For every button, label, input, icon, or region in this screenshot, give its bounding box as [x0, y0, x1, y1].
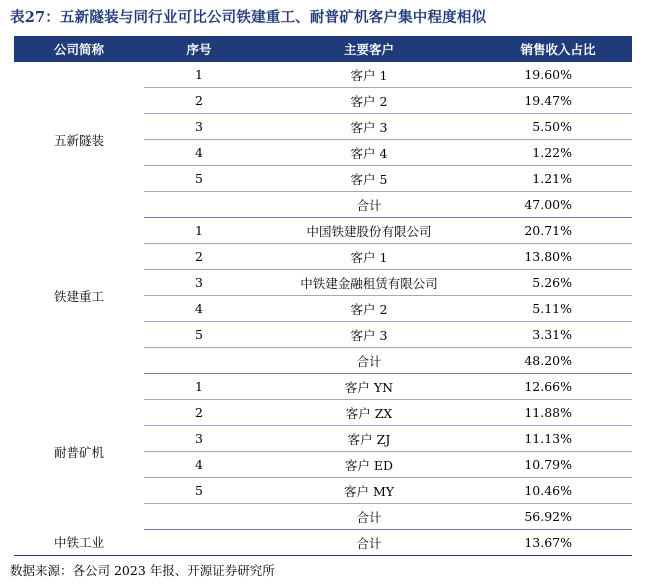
row-share: 5.26%: [484, 270, 632, 296]
row-customer: 客户 3: [254, 322, 484, 348]
row-share: 11.88%: [484, 400, 632, 426]
row-customer: 客户 MY: [254, 478, 484, 504]
total-row: [14, 530, 632, 556]
total-seq-blank: [144, 192, 254, 218]
table-title: 表27：五新隧装与同行业可比公司铁建重工、耐普矿机客户集中程度相似: [10, 9, 487, 26]
row-customer: 客户 2: [254, 88, 484, 114]
row-seq: 2: [144, 88, 254, 114]
row-customer: 客户 5: [254, 166, 484, 192]
row-seq: 3: [144, 114, 254, 140]
total-label: 合计: [254, 530, 484, 556]
table-row: [14, 218, 632, 244]
row-seq: 1: [144, 218, 254, 244]
row-seq: 3: [144, 270, 254, 296]
row-share: 5.11%: [484, 296, 632, 322]
row-seq: 5: [144, 478, 254, 504]
header-row: [14, 36, 632, 62]
row-share: 19.47%: [484, 88, 632, 114]
company-name: 五新隧装: [53, 132, 104, 148]
source-note: 数据来源：各公司 2023 年报、开源证券研究所: [10, 563, 275, 578]
row-share: 10.79%: [484, 452, 632, 478]
row-share: 1.21%: [484, 166, 632, 192]
row-share: 3.31%: [484, 322, 632, 348]
header-share: 销售收入占比: [484, 36, 632, 62]
table-row: [14, 374, 632, 400]
total-seq-blank: [144, 504, 254, 530]
row-customer: 客户 ZX: [254, 400, 484, 426]
header-company: 公司简称: [14, 36, 144, 62]
row-share: 10.46%: [484, 478, 632, 504]
row-seq: 5: [144, 166, 254, 192]
company-name: 耐普矿机: [53, 444, 104, 460]
row-customer: 客户 ED: [254, 452, 484, 478]
total-seq-blank: [144, 348, 254, 374]
row-customer: 客户 3: [254, 114, 484, 140]
row-share: 5.50%: [484, 114, 632, 140]
row-share: 20.71%: [484, 218, 632, 244]
row-seq: 2: [144, 244, 254, 270]
row-seq: 1: [144, 62, 254, 88]
row-seq: 2: [144, 400, 254, 426]
total-share: 48.20%: [484, 348, 632, 374]
row-customer: 中国铁建股份有限公司: [254, 218, 484, 244]
customer-concentration-table: [14, 36, 632, 556]
total-share: 47.00%: [484, 192, 632, 218]
total-share: 13.67%: [484, 530, 632, 556]
table-body: [14, 62, 632, 556]
row-seq: 5: [144, 322, 254, 348]
company-name: 中铁工业: [14, 530, 144, 556]
row-customer: 客户 1: [254, 62, 484, 88]
row-customer: 中铁建金融租赁有限公司: [254, 270, 484, 296]
row-customer: 客户 2: [254, 296, 484, 322]
row-share: 12.66%: [484, 374, 632, 400]
row-share: 11.13%: [484, 426, 632, 452]
total-seq-blank: [144, 530, 254, 556]
total-label: 合计: [254, 192, 484, 218]
company-name: 铁建重工: [53, 288, 104, 304]
row-customer: 客户 YN: [254, 374, 484, 400]
total-share: 56.92%: [484, 504, 632, 530]
row-share: 13.80%: [484, 244, 632, 270]
total-label: 合计: [254, 348, 484, 374]
row-customer: 客户 ZJ: [254, 426, 484, 452]
row-share: 19.60%: [484, 62, 632, 88]
row-seq: 4: [144, 296, 254, 322]
row-share: 1.22%: [484, 140, 632, 166]
header-customer: 主要客户: [254, 36, 484, 62]
row-seq: 3: [144, 426, 254, 452]
row-seq: 4: [144, 140, 254, 166]
row-seq: 4: [144, 452, 254, 478]
total-label: 合计: [254, 504, 484, 530]
header-seq: 序号: [144, 36, 254, 62]
row-seq: 1: [144, 374, 254, 400]
row-customer: 客户 1: [254, 244, 484, 270]
row-customer: 客户 4: [254, 140, 484, 166]
table-row: [14, 62, 632, 88]
